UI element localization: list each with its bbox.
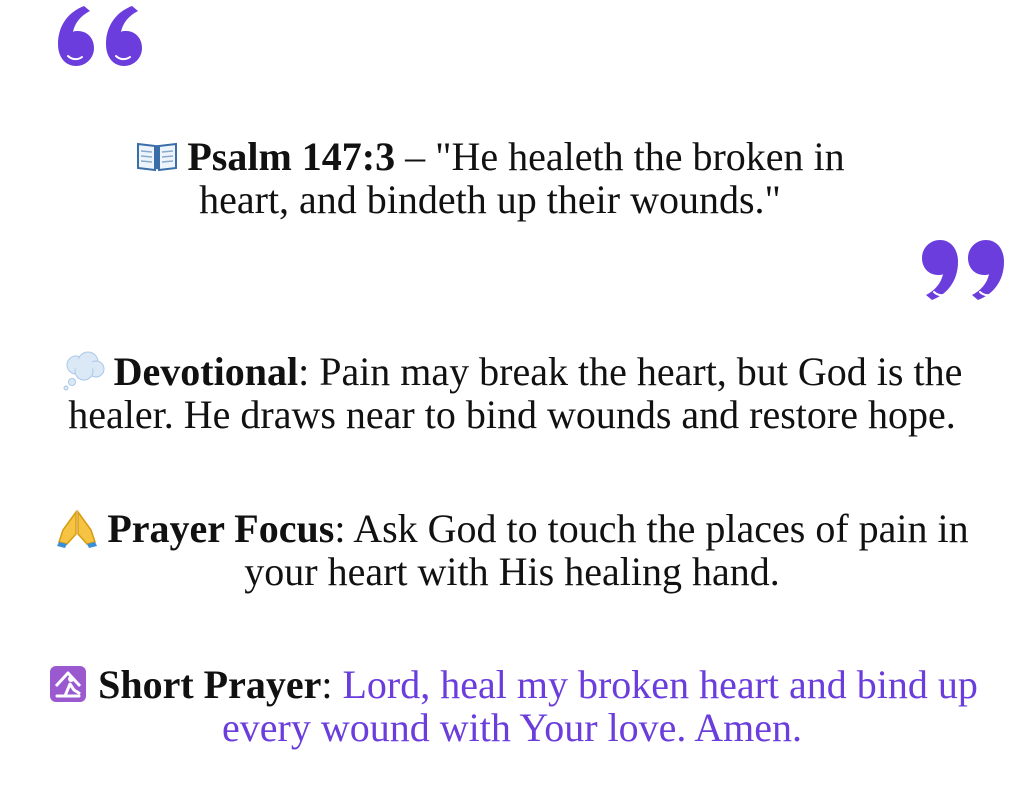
open-book-icon <box>135 136 179 176</box>
short-prayer-label: Short Prayer <box>98 662 322 707</box>
short-prayer-text-line1: Lord, heal my broken heart and bind up <box>342 662 978 707</box>
verse-reference: Psalm 147:3 <box>187 134 396 179</box>
devotional-text-line2: healer. He draws near to bind wounds and restore hope. <box>68 392 956 437</box>
verse-block <box>60 135 920 221</box>
devotional-text-line1: : Pain may break the heart, but God is the <box>298 349 963 394</box>
devotional-block <box>0 350 1024 436</box>
short-prayer-colon: : <box>321 662 343 707</box>
short-prayer-text-line2: every wound with Your love. Amen. <box>222 705 802 750</box>
close-quote-icon <box>920 238 1006 304</box>
prayer-focus-block <box>0 507 1024 593</box>
open-quote-icon <box>54 0 146 70</box>
folded-hands-icon <box>55 508 99 548</box>
devotional-label: Devotional <box>113 349 299 394</box>
verse-separator: – <box>395 134 436 179</box>
short-prayer-block <box>0 663 1024 749</box>
verse-text-line1: "He healeth the broken in <box>435 134 845 179</box>
place-of-worship-icon <box>46 664 90 704</box>
verse-text-line2: heart, and bindeth up their wounds." <box>199 177 781 222</box>
prayer-focus-text-line1: : Ask God to touch the places of pain in <box>334 506 969 551</box>
thought-balloon-icon <box>62 351 106 391</box>
prayer-focus-text-line2: your heart with His healing hand. <box>244 549 780 594</box>
prayer-focus-label: Prayer Focus <box>107 506 335 551</box>
